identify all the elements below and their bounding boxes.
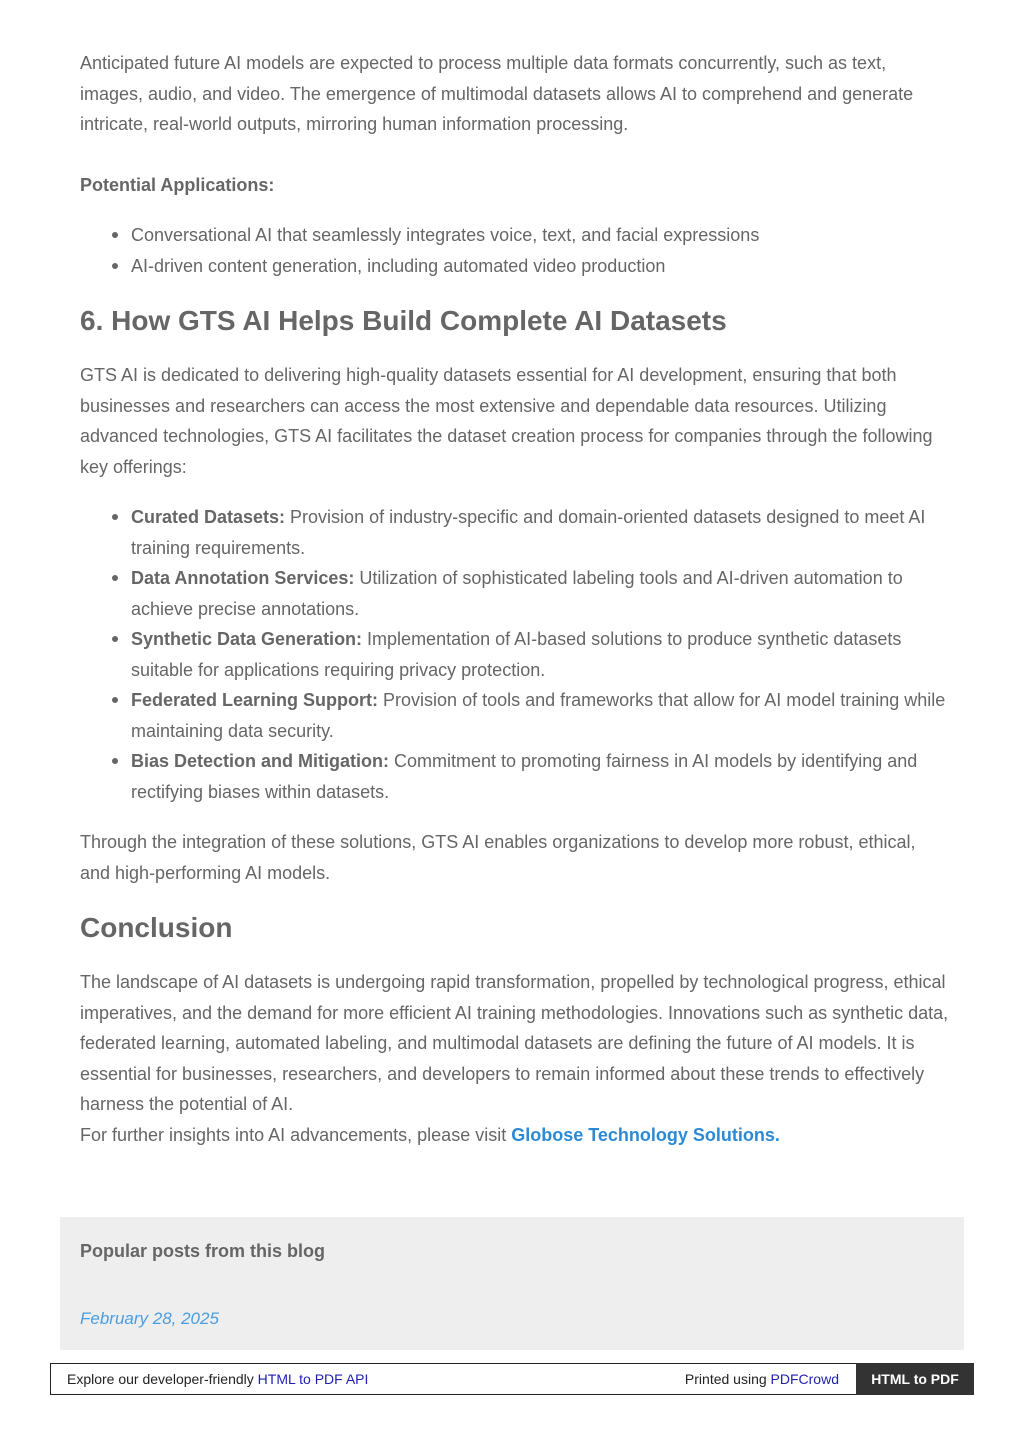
section-outro-paragraph: Through the integration of these solutions, GTS AI enables organizations to develop more robust, ethical, and high-performing AI models. [80,832,916,883]
applications-heading: Potential Applications: [80,174,275,195]
printed-using-text: Printed using [684,1371,771,1387]
popular-posts-title: Popular posts from this blog [80,1241,326,1261]
conclusion-heading: Conclusion [80,912,233,943]
offering-text: Commitment to promoting fairness in AI models by identifying and rectifying biases within datasets. [131,751,918,802]
offering-term: Curated Datasets: [131,507,286,527]
intro-paragraph: Anticipated future AI models are expected to process multiple data formats concurrently, such as text, images, audio, and video. The emergence of multimodal datasets allows AI to comprehend and generate intricate, real-world outputs, mirroring human information processing. [80,53,914,134]
globose-link[interactable]: Globose Technology Solutions. [511,1124,780,1145]
html-to-pdf-button[interactable]: HTML to PDF [856,1363,974,1395]
post-date[interactable]: February 28, 2025 [80,1309,219,1328]
footer-promo-text: Explore our developer-friendly [67,1371,258,1387]
offering-term: Federated Learning Support: [131,690,379,710]
offerings-list [80,502,950,807]
footer-left-text [67,1371,368,1387]
conclusion-paragraph: The landscape of AI datasets is undergoing rapid transformation, propelled by technological progress, ethical imperatives, and the demand for more efficient AI training methodologies. Innovations such as synthetic data, federated learning, automated labeling, and multimodal datasets are defining the future of AI models. It is essential for businesses, researchers, and developers to remain informed about these trends to effectively harness the potential of AI. [80,972,949,1114]
list-item [131,563,950,624]
visit-paragraph [80,1120,950,1151]
article-content [80,48,950,1150]
html-to-pdf-api-link[interactable]: HTML to PDF API [257,1371,369,1387]
footer-right-text [685,1371,839,1387]
list-item: Conversational AI that seamlessly integrates voice, text, and facial expressions [131,220,950,251]
applications-list [80,220,950,281]
list-item: AI-driven content generation, including automated video production [131,251,950,282]
pdf-footer-bar [50,1363,974,1395]
list-item [131,502,950,563]
offering-text: Provision of industry-specific and domain-oriented datasets designed to meet AI training requirements. [131,507,926,558]
list-item [131,624,950,685]
offering-term: Synthetic Data Generation: [131,629,363,649]
visit-text: For further insights into AI advancements, please visit [80,1124,512,1145]
list-item [131,746,950,807]
pdfcrowd-link[interactable]: PDFCrowd [770,1371,839,1387]
section-heading: 6. How GTS AI Helps Build Complete AI Datasets [80,305,727,336]
list-item [131,685,950,746]
offering-text: Provision of tools and frameworks that allow for AI model training while maintaining data security. [131,690,946,741]
offering-term: Bias Detection and Mitigation: [131,751,390,771]
section-intro-paragraph: GTS AI is dedicated to delivering high-quality datasets essential for AI development, ensuring that both businesses and researchers can access the most extensive and dependable data resources. Utilizing advanced technologies, GTS AI facilitates the dataset creation process for companies through the following key offerings: [80,365,933,477]
offering-text: Implementation of AI-based solutions to produce synthetic datasets suitable for applications requiring privacy protection. [131,629,902,680]
offering-term: Data Annotation Services: [131,568,355,588]
offering-text: Utilization of sophisticated labeling tools and AI-driven automation to achieve precise annotations. [131,568,903,619]
popular-posts-section [60,1217,964,1350]
